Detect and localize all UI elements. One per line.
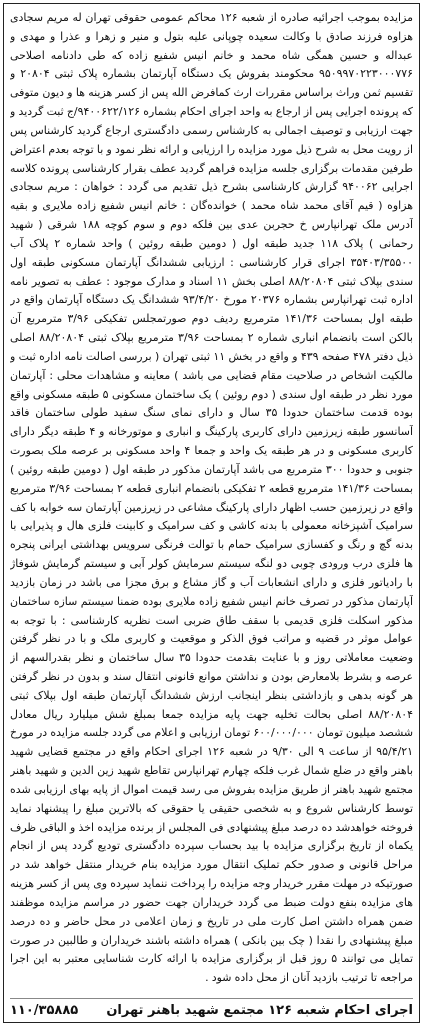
notice-code: ۱۱۰/۳۵۸۸۵	[10, 1003, 79, 1018]
notice-footer	[10, 998, 413, 1018]
notice-body: مزایده بموجب اجرائیه صادره از شعبه ۱۲۶ محاکم عمومی حقوقی تهران له مریم سجادی هزاوه فرزند صادق با وکالت سعیده چوپانی علیه بتول و منیر و زهرا و عذرا و مهدی و عبداله و حسین همگی شاه محمد و خانم انیس شفیع زاده که طی دادنامه اصلاحی ۹۵۰۹۹۷۰۲۲۳۰۰۰۷۷۶ محکومند بفروش یک دستگاه آپارتمان بشماره پلاک ثبتی ۲۰۸۰۴ و تقسیم ثمن وراث براساس مقررات ارث کمافرض الله پس از کسر هزینه ها و دیون متوفی که پرونده اجرایی پس از ارجاع به واحد اجرای احکام بشماره ۹۴۰۰۶۲۲/۱۲۶/ج ثبت گردید و جهت ارزیابی و توصیف اجمالی به کارشناس رسمی دادگستری ارجاع گردید کارشناس پس از رویت محل به شرح ذیل مورد مزایده را ارزیابی و ارائه نظر نمود و با توجه بعدم اعتراض طرفین مقدمات برگزاری جلسه مزایده فراهم گردید عطف بقرار کارشناسی پرونده کلاسه اجرایی ۹۴۰۰۶۲ گزارش کارشناسی بشرح ذیل تقدیم می گردد : خواهان : مریم سجادی هزاوه ( قیم آقای محمد شاه محمد ) خوانده‌گان : خانم انیس شفیع زاده ملایری و بقیه آدرس ملک تهرانپارس خ حجربن عدی بین فلکه دوم و سوم کوچه ۱۸۸ شرقی ( شهید رحمانی ) پلاک ۱۱۸ جدید طبقه اول ( دومین طبقه روئین ) واحد شماره ۲ پلاک آب ۳۵۴۰۳/۳۵۵۰۰ اجرای قرار کارشناسی : ارزیابی ششدانگ آپارتمان مسکونی طبقه اول سندی بپلاک ثبتی ۸۸/۲۰۸۰۴ اصلی بخش ۱۱ اسناد و مدارک موجود : عطف به تصویر نامه اداره ثبت تهرانپارس بشماره ۲۰۳۷۶ مورخ ۹۳/۴/۲۰ ششدانگ یک دستگاه آپارتمان واقع در طبقه اول بمساحت ۱۴۱/۳۶ مترمربع ردیف دوم صورتمجلس تفکیکی ۳/۹۶ مترمربع آن بالکن است بانضمام انباری شماره ۲ بمساحت ۳/۹۶ مترمربع بپلاک ثبتی ۸۸/۲۰۸۰۴ اصلی ذیل دفتر ۴۷۸ صفحه ۴۳۹ و واقع در بخش ۱۱ ثبتی تهران ( بررسی اصالت نامه اداره ثبت و مالکیت اشخاص در صلاحیت مقام قضایی می باشد ) معاینه و مشاهدات محلی : آپارتمان مورد نظر در طبقه اول سندی ( دوم روئین ) یک ساختمان مسکونی ۵ طبقه مسکونی واقع بوده قدمت ساختمان حدودا ۳۵ سال و دارای نمای سنگ سفید طولی ساختمان فاقد آسانسور طبقه زیرزمین دارای کاربری پارکینگ و انباری و موتورخانه و ۴ طبقه دیگر دارای کاربری مسکونی و در هر طبقه یک واحد و جمعا ۴ واحد مسکونی بر عرصه ملک بصورت جنوبی و حدودا ۳۰۰ مترمربع می باشد آپارتمان مذکور در طبقه اول ( دومین طبقه روئین ) بمساحت ۱۴۱/۳۶ مترمربع قطعه ۲ تفکیکی بانضمام انباری قطعه ۲ بمساحت ۳/۹۶ مترمربع واقع در زیرزمین حسب اظهار دارای پارکینگ مشاعی در زیرزمین آپارتمان سه خوابه با کف سرامیک آشپزخانه معمولی با بدنه کاشی و کف سرامیک و کابینت فلزی هال و پذیرایی با بدنه گچ و رنگ و کفسازی سرامیک حمام با توالت فرنگی سرویس بهداشتی ایرانی پنجره ها فلزی درب ورودی چوبی دو لنگه سیستم سرمایش کولر آبی و سیستم گرمایش شوفاژ با رادیاتور فلزی و دارای انشعابات آب و گاز مشاع و برق مجزا می باشد در زمان بازدید آپارتمان مذکور در تصرف خانم انیس شفیع زاده ملایری بوده ضمنا سیستم سازه ساختمان مذکور اسکلت فلزی قدیمی با سقف طاق ضربی است نظریه کارشناسی : با توجه به عوامل موثر در قضیه و مراتب فوق الذکر و موقعیت و کاربری ملک و با در نظر گرفتن وضعیت معاملاتی روز و با عنایت بقدمت حدودا ۳۵ سال ساختمان و نظر بقدرالسهم از عرصه و بشرط بلامعارض بودن و نداشتن موانع قانونی انتقال سند و بدون در نظر گرفتن هر گونه بدهی و بازداشتی بنظر اینجانب ارزش ششدانگ آپارتمان طبقه اول بپلاک ثبتی ۸۸/۲۰۸۰۴ اصلی بحالت تخلیه جهت پایه مزایده جمعا بمبلغ شش میلیارد ریال معادل ششصد میلیون تومان ۶۰۰/۰۰۰/۰۰۰ تومان ارزیابی و اعلام می گردد جلسه مزایده در مورخ ۹۵/۴/۲۱ از ساعت ۹ الی ۹/۳۰ در شعبه ۱۲۶ اجرای احکام واقع در مجتمع قضایی شهید باهنر واقع در ضلع شمال غرب فلکه چهارم تهرانپارس تقاطع شهید زین الدین و شهید باهنر مجتمع شهید باهنر از طریق مزایده بفروش می رسد قیمت اموال از پایه بهای ارزیابی شده توسط کارشناس شروع و به شخصی حقیقی یا حقوقی که بالاترین مبلغ را پیشنهاد نماید فروخته خواهدشد ده درصد مبلغ پیشنهادی فی المجلس از برنده مزایده اخذ و الباقی ظرف یکماه از تاریخ برگزاری مزایده با بید بحساب سپرده دادگستری تودیع گردد پس از انجام مراحل قانونی و صدور حکم تملیک انتقال مورد مزایده بنام خریدار منتقل خواهد شد در صورتیکه در مهلت مقرر خریدار وجه مزایده را پرداخت ننماید سپرده وی پس از کسر هزینه های مزایده بنفع دولت ضبط می گردد خریداران جهت حضور در مراسم مزایده موظفند ضمن همراه داشتن اصل کارت ملی در تاریخ و زمان اعلامی در محل حاضر و ده درصد مبلغ پیشنهادی را نقدا ( چک بین بانکی ) همراه داشته باشند خریداران و طالبین در صورت تمایل می توانند ۵ روز قبل از برگزاری مزایده با ارائه کارت شناسایی معتبر به این اجرا مراجعه تا ترتیب بازدید آنان از محل داده شود .	[10, 11, 413, 985]
auction-notice	[3, 3, 420, 1023]
issuer-signature: اجرای احکام شعبه ۱۲۶ مجتمع شهید باهنر تهران	[106, 1003, 413, 1018]
